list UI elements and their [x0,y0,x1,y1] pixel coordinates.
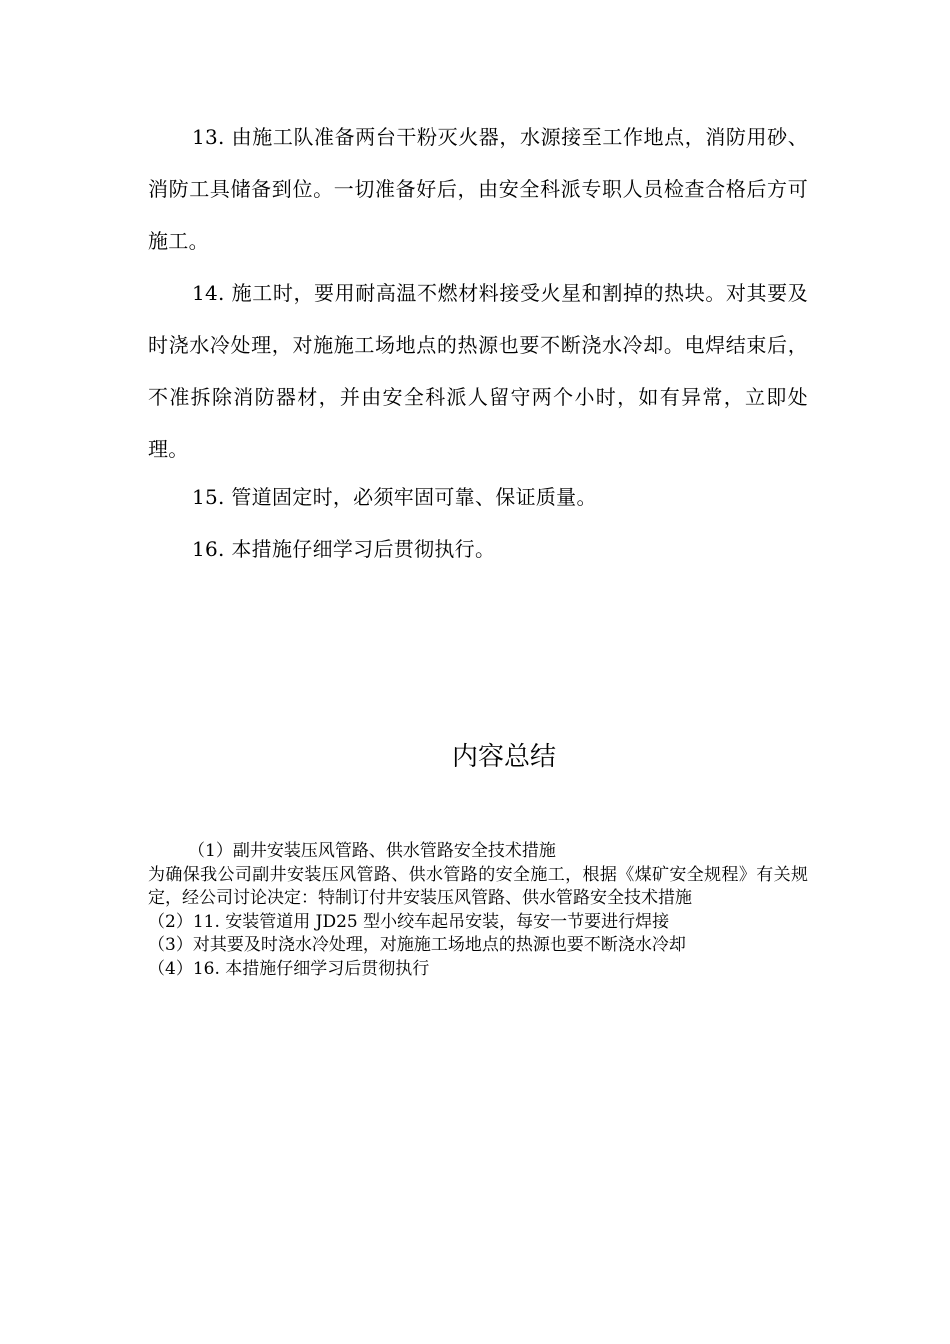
summary-item-1-body: 为确保我公司副井安装压风管路、供水管路的安全施工，根据《煤矿安全规程》有关规定，经公司讨论决定：特制订付井安装压风管路、供水管路安全技术措施 [148,864,808,908]
paragraph-16: 16. 本措施仔细学习后贯彻执行。 [192,537,496,561]
summary-section [148,840,808,981]
summary-item-2: （2）11. 安装管道用 JD25 型小绞车起吊安装，每安一节要进行焊接 [148,911,670,932]
paragraph-13: 13. 由施工队准备两台干粉灭火器，水源接至工作地点，消防用砂、消防工具储备到位。一切准备好后，由安全科派专职人员检查合格后方可施工。 [148,125,808,253]
paragraph-15: 15. 管道固定时，必须牢固可靠、保证质量。 [192,485,597,509]
summary-item-4: （4）16. 本措施仔细学习后贯彻执行 [148,958,430,979]
summary-title: 内容总结 [451,742,556,772]
paragraph-14: 14. 施工时，要用耐高温不燃材料接受火星和割掉的热块。对其要及时浇水冷处理，对施施工场地点的热源也要不断浇水冷却。电焊结束后，不准拆除消防器材，并由安全科派人留守两个小时，如有异常，立即处理。 [148,281,808,461]
summary-item-3: （3）对其要及时浇水冷处理，对施施工场地点的热源也要不断浇水冷却 [148,935,686,955]
summary-item-1-heading: （1）副井安装压风管路、供水管路安全技术措施 [188,841,556,861]
